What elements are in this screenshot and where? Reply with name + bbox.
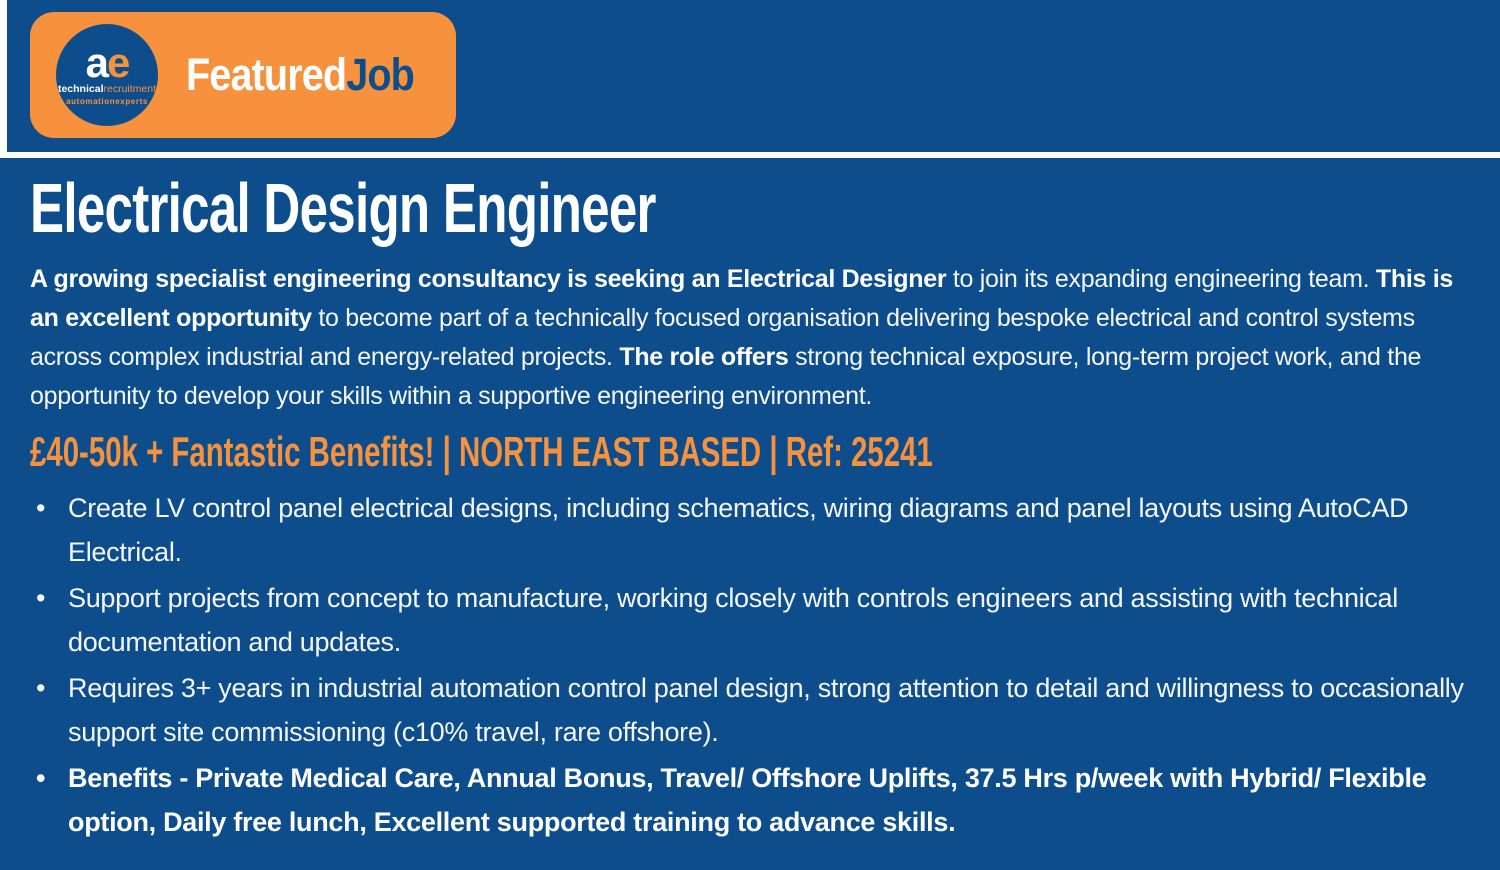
company-logo xyxy=(56,24,158,126)
list-item-text: Support projects from concept to manufacture, working closely with controls engineers and assisting with technical documentation and updates. xyxy=(68,583,1398,657)
requirements-list xyxy=(30,486,1476,844)
intro-segment: This is an excellent opportunity xyxy=(30,265,1453,332)
featured-job-banner xyxy=(30,12,456,138)
logo-tagline: automationexperts xyxy=(66,97,148,107)
list-item-text: Requires 3+ years in industrial automation control panel design, strong attention to detail and willingness to occasionally support site commissioning (c10% travel, rare offshore). xyxy=(68,673,1464,747)
intro-segment: The role offers xyxy=(619,343,789,371)
intro-segment: to become part of a technically focused organisation delivering bespoke electrical and control systems across complex industrial and energy-related projects. xyxy=(30,304,1415,371)
divider-line xyxy=(0,152,1500,158)
bullet-dot: • xyxy=(36,583,46,613)
bullet-dot: • xyxy=(36,493,46,523)
featured-job-label xyxy=(186,49,414,101)
left-edge-line xyxy=(0,0,7,158)
intro-paragraph xyxy=(30,260,1476,416)
list-item xyxy=(30,756,1476,844)
salary-location-ref: £40-50k + Fantastic Benefits! | NORTH EAST BASED | Ref: 25241 xyxy=(30,428,933,475)
intro-segment: to join its expanding engineering team. xyxy=(946,265,1376,293)
list-item-text: Create LV control panel electrical designs, including schematics, wiring diagrams and panel layouts using AutoCAD Electrical. xyxy=(68,493,1409,567)
job-text: Job xyxy=(346,49,414,100)
list-item xyxy=(30,486,1476,574)
bullet-dot: • xyxy=(36,763,46,793)
logo-company-name xyxy=(58,83,156,96)
job-title: Electrical Design Engineer xyxy=(30,169,656,247)
list-item xyxy=(30,666,1476,754)
logo-recruitment-text: recruitment xyxy=(103,82,157,95)
list-item xyxy=(30,576,1476,664)
featured-text: Featured xyxy=(186,49,347,100)
job-advert-content xyxy=(30,168,1476,846)
list-item-text: Benefits - Private Medical Care, Annual Bonus, Travel/ Offshore Uplifts, 37.5 Hrs p/week with Hybrid/ Flexible option, Daily free lunch, Excellent supported training to advance skills. xyxy=(68,763,1427,837)
bullet-dot: • xyxy=(36,673,46,703)
logo-technical-text: technical xyxy=(57,82,104,95)
intro-segment: strong technical exposure, long-term project work, and the opportunity to develop your skills within a supportive engineering environment. xyxy=(30,343,1422,410)
intro-segment: A growing specialist engineering consultancy is seeking an Electrical Designer xyxy=(30,265,947,293)
logo-letter-a: a xyxy=(85,39,107,87)
logo-letter-e: e xyxy=(107,39,129,87)
logo-ae-monogram xyxy=(85,39,129,87)
